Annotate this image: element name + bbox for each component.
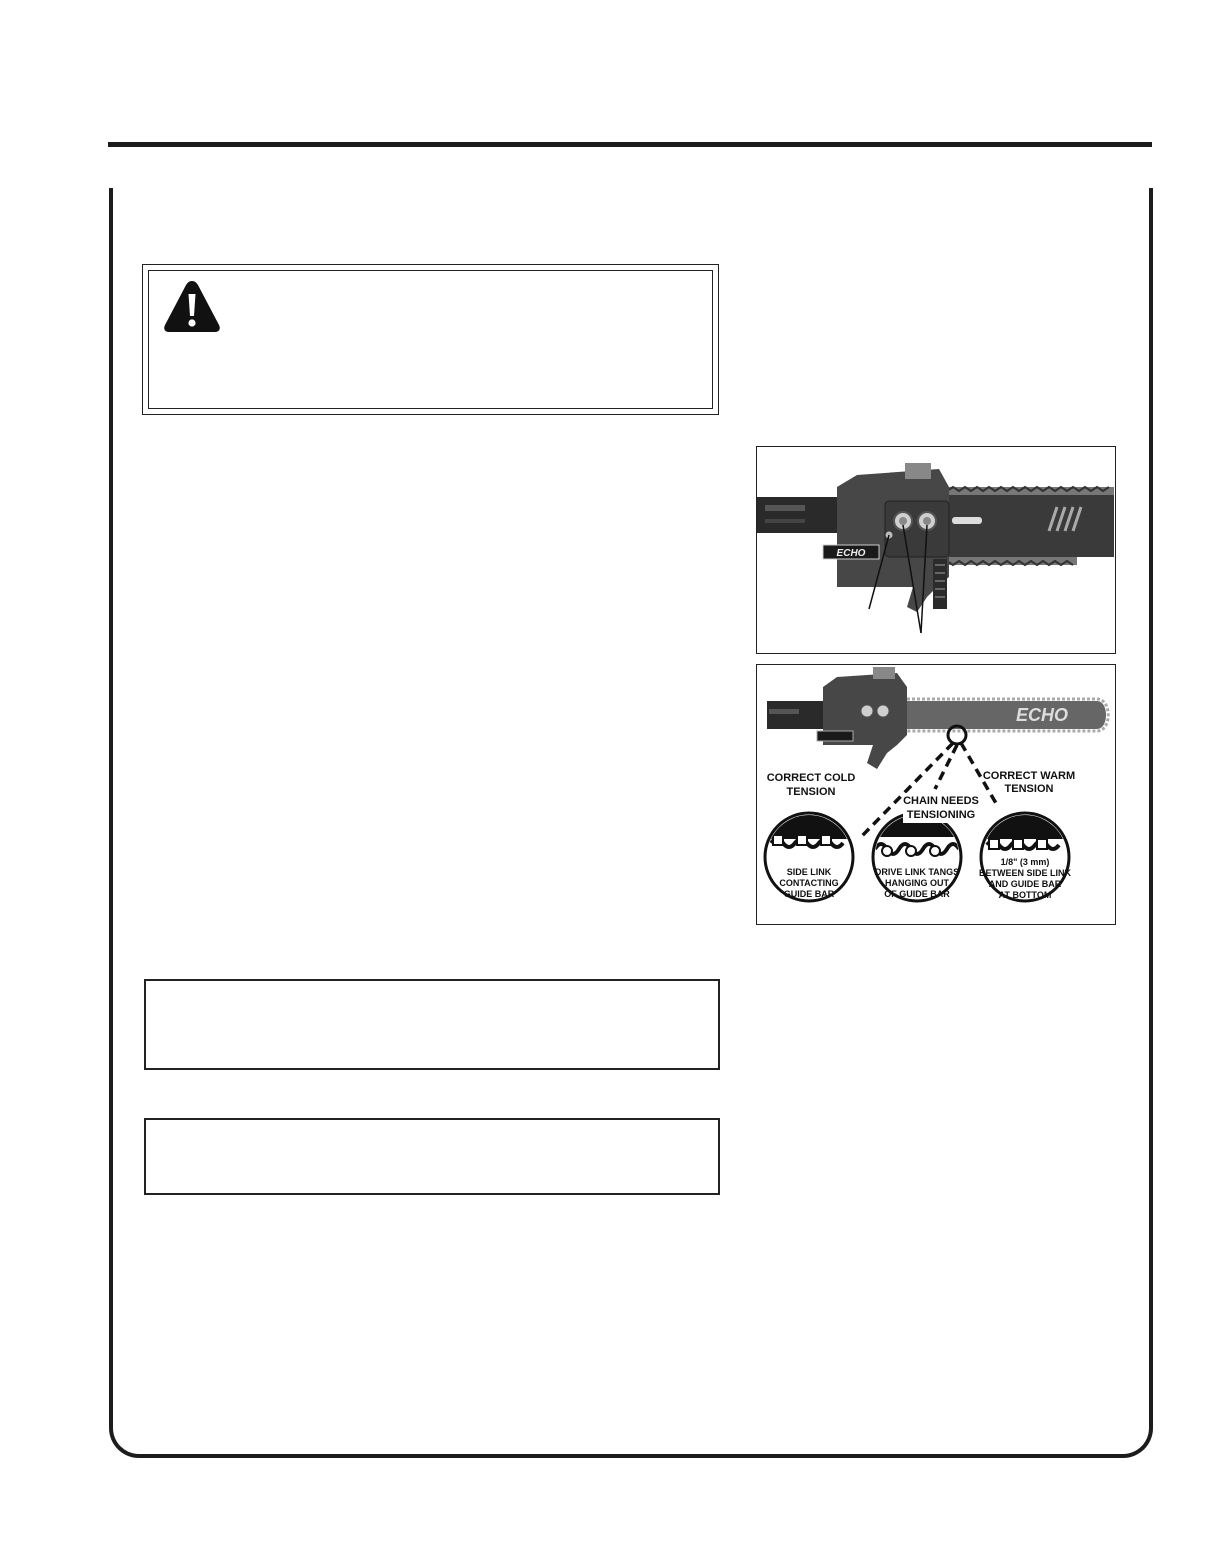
warm-title-1: CORRECT WARM [982, 770, 1076, 782]
figure-guide-bar-nuts [756, 446, 1116, 654]
needs-title-1: CHAIN NEEDS [903, 795, 979, 807]
warning-box-inner [148, 270, 713, 409]
guide-bar-photo [757, 447, 1114, 652]
cold-caption-3: GUIDE BAR [783, 889, 835, 899]
chain-tension-diagram [757, 665, 1114, 923]
logo-text: ECHO [836, 548, 866, 559]
needs-caption-1: DRIVE LINK TANGS [874, 867, 960, 877]
note-box-2 [144, 1118, 720, 1195]
needs-caption-3: OF GUIDE BAR [884, 889, 950, 899]
warm-title-2: TENSION [1004, 783, 1054, 795]
needs-caption-2: HANGING OUT [885, 878, 949, 888]
warning-box [142, 264, 719, 415]
cold-title-1: CORRECT COLD [766, 772, 856, 784]
needs-title-2: TENSIONING [906, 809, 976, 821]
warm-caption-3: AND GUIDE BAR [988, 879, 1062, 889]
warm-caption-1: 1/8" (3 mm) [1000, 857, 1050, 867]
bar-logo-text: ECHO [1015, 705, 1069, 725]
warm-caption-2: BETWEEN SIDE LINK [978, 868, 1072, 878]
alert-triangle-icon [162, 278, 222, 334]
note-box-1 [144, 979, 720, 1070]
top-rule [108, 142, 1152, 147]
chain-bottom [947, 557, 1077, 565]
warm-caption-4: AT BOTTOM [998, 890, 1052, 900]
cold-caption-1: SIDE LINK [786, 867, 832, 877]
chain-top [947, 487, 1114, 495]
cold-caption-2: CONTACTING [779, 878, 839, 888]
figure-chain-tension [756, 664, 1116, 925]
cold-title-2: TENSION [786, 786, 836, 798]
